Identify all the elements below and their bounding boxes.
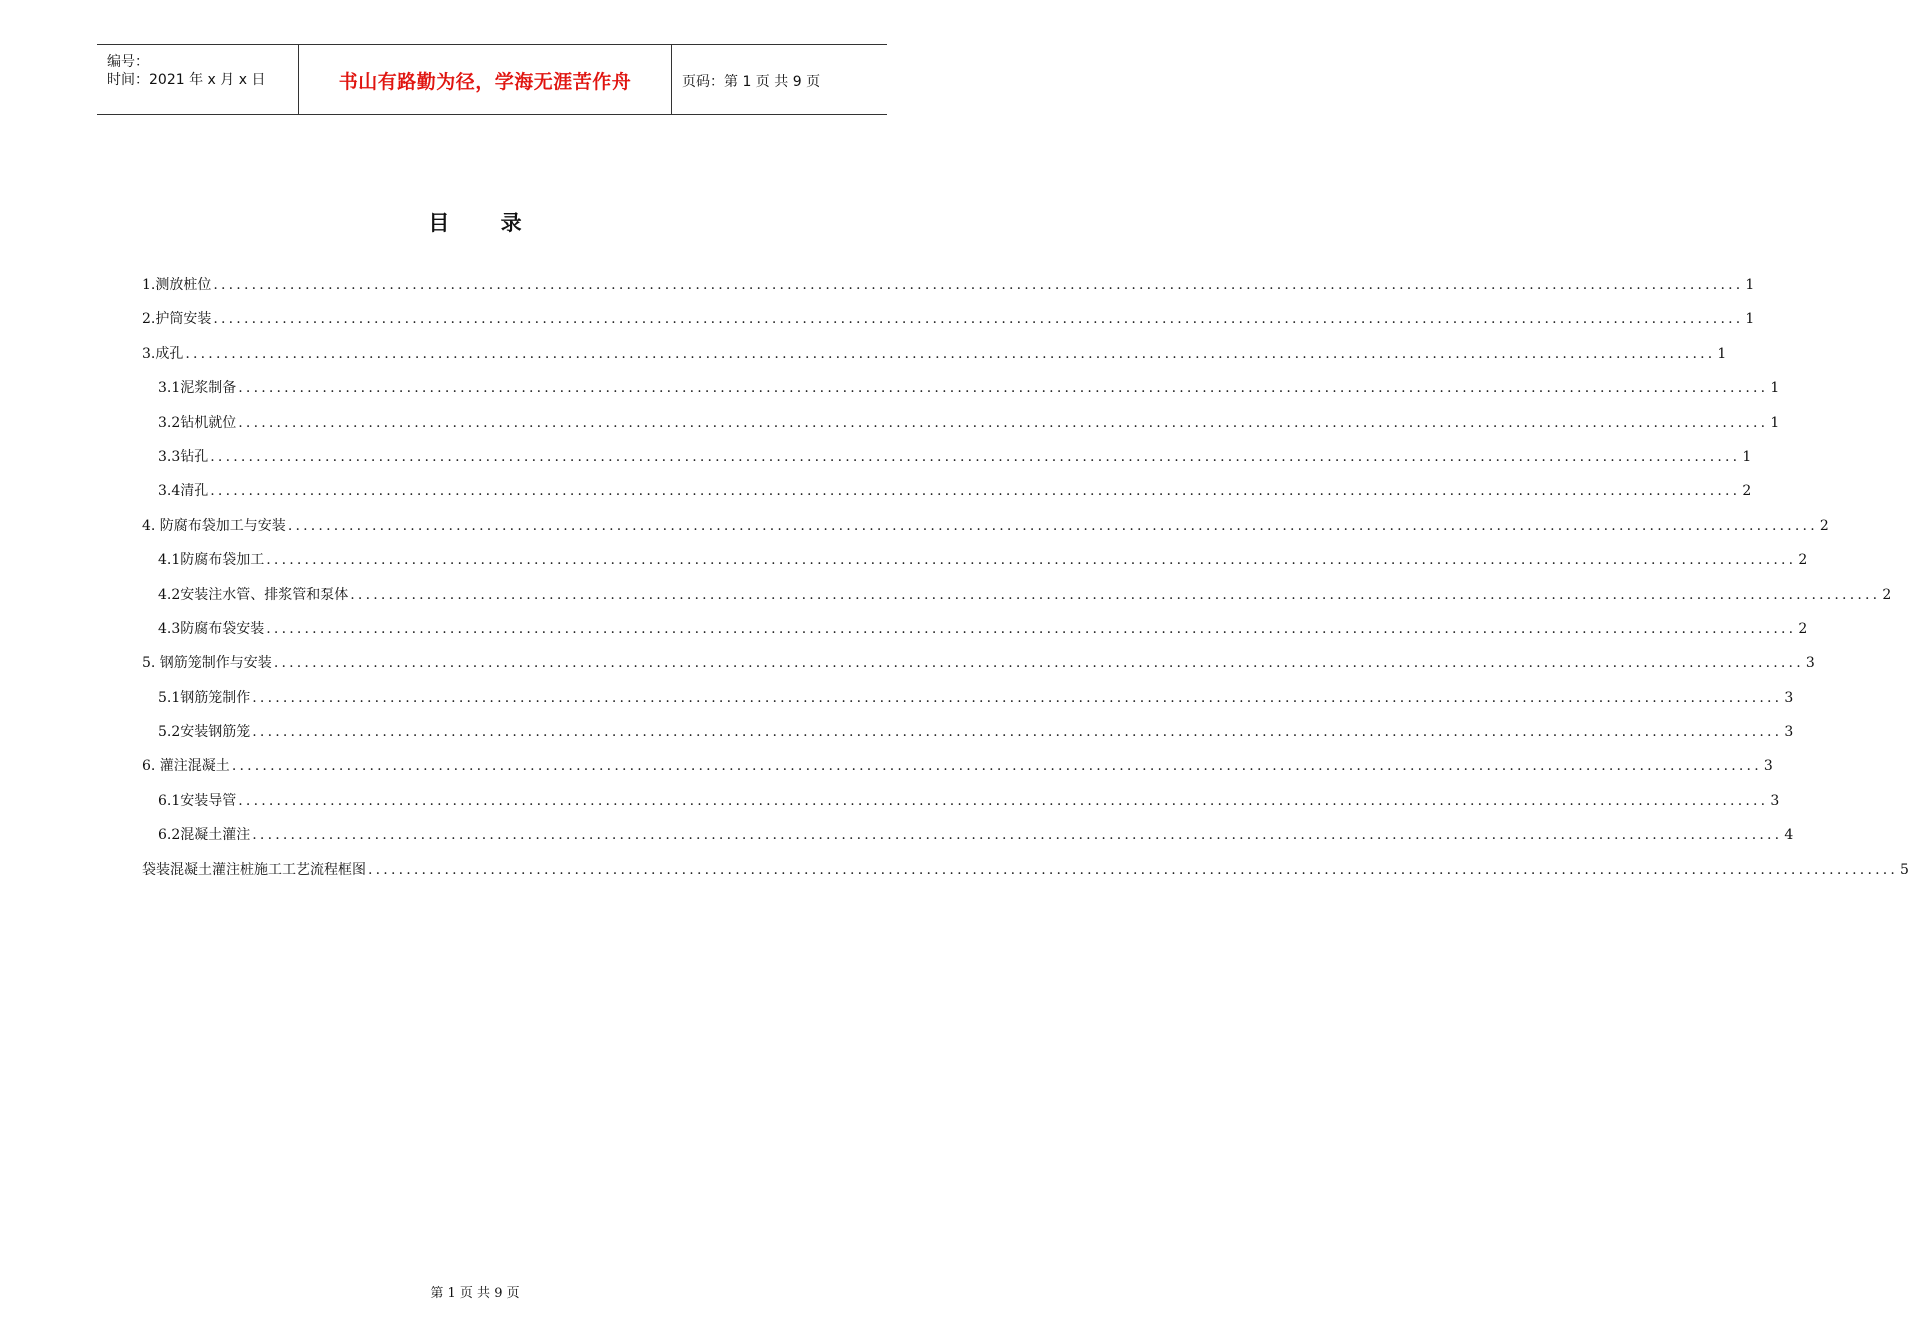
toc-entry-label: 3.成孔 <box>142 345 184 362</box>
toc-entry-page: 1 <box>1742 448 1752 465</box>
document-time-label: 时间：2021 年 x 月 x 日 <box>107 72 266 88</box>
header-motto: 书山有路勤为径，学海无涯苦作舟 <box>338 71 632 93</box>
toc-dot-leader: ........................................................................................................................................................................................................ <box>266 620 1797 637</box>
toc-dot-leader: ........................................................................................................................................................................................................ <box>231 758 1762 775</box>
toc-entry-label: 3.1泥浆制备 <box>158 380 237 397</box>
toc-dot-leader: ........................................................................................................................................................................................................ <box>252 724 1783 741</box>
toc-entry[interactable] <box>142 515 1829 549</box>
toc-entry-page: 3 <box>1770 792 1780 809</box>
toc-entry-label: 4.1防腐布袋加工 <box>158 552 265 569</box>
header-motto-cell <box>299 45 672 114</box>
toc-entry[interactable] <box>142 549 1808 583</box>
toc-entry-page: 1 <box>1717 345 1727 362</box>
toc-entry-label: 2.护筒安装 <box>142 311 212 328</box>
toc-dot-leader: ........................................................................................................................................................................................................ <box>252 689 1783 706</box>
toc-dot-leader: ........................................................................................................................................................................................................ <box>350 586 1881 603</box>
toc-entry[interactable] <box>142 721 1794 755</box>
toc-entry-label: 6.1安装导管 <box>158 792 237 809</box>
toc-entry[interactable] <box>142 790 1780 824</box>
toc-entry-page: 1 <box>1745 311 1755 328</box>
document-number-label: 编号： <box>107 54 149 70</box>
toc-dot-leader: ........................................................................................................................................................................................................ <box>238 792 1769 809</box>
toc-entry[interactable] <box>142 824 1794 858</box>
toc-entry[interactable] <box>142 308 1755 342</box>
toc-entry-label: 4.3防腐布袋安装 <box>158 620 265 637</box>
toc-entry-label: 袋装混凝土灌注桩施工工艺流程框图 <box>142 861 366 878</box>
toc-entry-page: 3 <box>1763 758 1773 775</box>
toc-dot-leader: ........................................................................................................................................................................................................ <box>273 655 1804 672</box>
toc-entry-page: 2 <box>1742 483 1752 500</box>
toc-entry-page: 2 <box>1798 552 1808 569</box>
toc-entry-label: 6. 灌注混凝土 <box>142 758 230 775</box>
toc-entry-label: 3.2钻机就位 <box>158 414 237 431</box>
toc-dot-leader: ........................................................................................................................................................................................................ <box>213 311 1744 328</box>
toc-entry[interactable] <box>142 755 1773 789</box>
footer-page-number: 第 1 页 共 9 页 <box>430 1286 520 1301</box>
toc-entry-page: 2 <box>1819 517 1829 534</box>
toc-entry[interactable] <box>142 274 1755 308</box>
toc-entry-page: 1 <box>1745 277 1755 293</box>
toc-entry-label: 5. 钢筋笼制作与安装 <box>142 655 272 672</box>
toc-entry[interactable] <box>142 687 1794 721</box>
toc-entry-page: 1 <box>1770 414 1780 431</box>
toc-entry-page: 1 <box>1770 380 1780 397</box>
toc-entry[interactable] <box>142 343 1727 377</box>
toc-entry-page: 3 <box>1784 689 1794 706</box>
toc-title: 目 录 <box>428 210 544 235</box>
toc-entry[interactable] <box>142 446 1752 480</box>
toc-dot-leader: ........................................................................................................................................................................................................ <box>266 552 1797 569</box>
toc-dot-leader: ........................................................................................................................................................................................................ <box>185 345 1716 362</box>
toc-dot-leader: ........................................................................................................................................................................................................ <box>210 448 1741 465</box>
header-page-cell <box>672 45 887 114</box>
document-header <box>97 44 887 115</box>
toc-dot-leader: ........................................................................................................................................................................................................ <box>252 827 1783 844</box>
toc-entry-page: 3 <box>1805 655 1815 672</box>
table-of-contents <box>142 274 1909 893</box>
toc-entry[interactable] <box>142 377 1780 411</box>
toc-entry[interactable] <box>142 652 1815 686</box>
toc-dot-leader: ........................................................................................................................................................................................................ <box>287 517 1818 534</box>
toc-entry-label: 4.2安装注水管、排浆管和泵体 <box>158 586 349 603</box>
toc-dot-leader: ........................................................................................................................................................................................................ <box>238 380 1769 397</box>
toc-entry-page: 3 <box>1784 724 1794 741</box>
toc-entry-label: 5.2安装钢筋笼 <box>158 724 251 741</box>
header-info-cell <box>97 45 299 114</box>
toc-entry[interactable] <box>142 584 1892 618</box>
toc-entry-label: 3.4清孔 <box>158 483 209 500</box>
toc-entry-label: 1.测放桩位 <box>142 277 212 293</box>
toc-entry-page: 2 <box>1798 620 1808 637</box>
toc-entry[interactable] <box>142 412 1780 446</box>
toc-entry-page: 4 <box>1784 827 1794 844</box>
toc-entry[interactable] <box>142 859 1909 893</box>
toc-entry-label: 3.3钻孔 <box>158 448 209 465</box>
toc-dot-leader: ........................................................................................................................................................................................................ <box>213 277 1744 293</box>
toc-dot-leader: ........................................................................................................................................................................................................ <box>210 483 1741 500</box>
header-page-code: 页码：第 1 页 共 9 页 <box>682 74 821 90</box>
toc-dot-leader: ........................................................................................................................................................................................................ <box>368 861 1899 878</box>
toc-dot-leader: ........................................................................................................................................................................................................ <box>238 414 1769 431</box>
toc-entry-label: 5.1钢筋笼制作 <box>158 689 251 706</box>
toc-entry[interactable] <box>142 480 1752 514</box>
toc-entry-page: 5 <box>1900 861 1909 878</box>
toc-entry[interactable] <box>142 618 1808 652</box>
toc-entry-page: 2 <box>1882 586 1892 603</box>
toc-entry-label: 4. 防腐布袋加工与安装 <box>142 517 286 534</box>
toc-entry-label: 6.2混凝土灌注 <box>158 827 251 844</box>
